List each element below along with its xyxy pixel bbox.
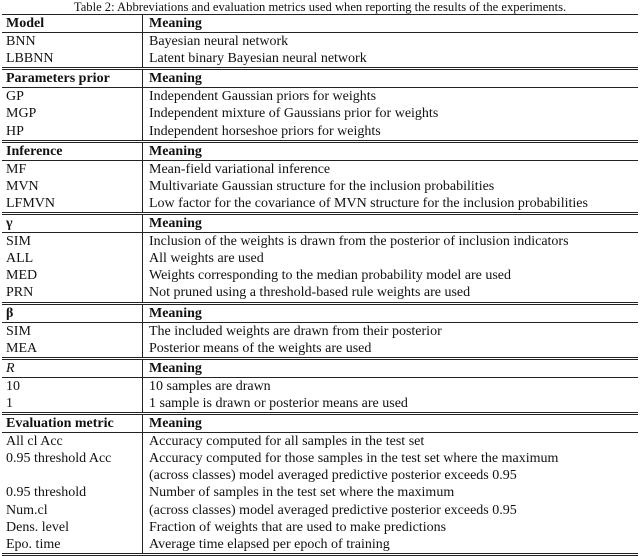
table-row	[2, 433, 638, 450]
meaning-header: Meaning	[149, 416, 202, 432]
abbreviations-table	[2, 14, 638, 556]
table-row	[2, 178, 638, 195]
meaning-cell: Weights corresponding to the median probability model are used	[149, 268, 512, 284]
table-row	[2, 340, 638, 357]
meaning-header: Meaning	[149, 360, 202, 376]
section-header: β	[2, 305, 143, 322]
table-row	[2, 161, 638, 178]
table-row	[2, 284, 638, 301]
table-row	[2, 502, 638, 519]
section-header: γ	[2, 215, 143, 232]
abbreviation-cell: Dens. level	[2, 519, 143, 536]
abbreviation-cell	[2, 467, 143, 484]
meaning-header: Meaning	[149, 305, 202, 321]
abbreviation-cell: GP	[2, 88, 143, 105]
abbreviation-cell: MGP	[2, 105, 143, 122]
abbreviation-cell: LBBNN	[2, 50, 143, 67]
abbreviation-cell: Epo. time	[2, 536, 143, 553]
abbreviation-cell: All cl Acc	[2, 433, 143, 450]
meaning-cell: Independent Gaussian priors for weights	[149, 89, 377, 105]
meaning-cell: Independent mixture of Gaussians prior for weights	[149, 106, 439, 122]
section-header: Model	[2, 15, 143, 32]
abbreviation-cell: PRN	[2, 284, 143, 301]
table-row	[2, 123, 638, 140]
table-row	[2, 33, 638, 50]
meaning-cell: Latent binary Bayesian neural network	[149, 51, 367, 67]
abbreviation-cell: 0.95 threshold	[2, 484, 143, 501]
table-row	[2, 233, 638, 250]
abbreviation-cell: Num.cl	[2, 502, 143, 519]
table-row	[2, 267, 638, 284]
meaning-cell: Posterior means of the weights are used	[149, 340, 372, 356]
meaning-cell: (across classes) model averaged predictive posterior exceeds 0.95	[149, 502, 517, 518]
meaning-cell: Mean-field variational inference	[149, 161, 331, 177]
abbreviation-cell: 1	[2, 395, 143, 412]
abbreviation-cell: SIM	[2, 233, 143, 250]
meaning-cell: Accuracy computed for those samples in the test set where the maximum	[149, 451, 559, 467]
table-row	[2, 378, 638, 395]
abbreviation-cell: MVN	[2, 178, 143, 195]
abbreviation-cell: MEA	[2, 340, 143, 357]
abbreviation-cell: MF	[2, 161, 143, 178]
meaning-cell: Average time elapsed per epoch of training	[149, 536, 390, 552]
table-row	[2, 323, 638, 340]
abbreviation-cell: 10	[2, 378, 143, 395]
section-header-row	[2, 140, 638, 161]
table-row	[2, 250, 638, 267]
abbreviation-cell: MED	[2, 267, 143, 284]
section-header-row	[2, 67, 638, 88]
meaning-header: Meaning	[149, 216, 202, 232]
meaning-cell: Independent horseshoe priors for weights	[149, 123, 381, 139]
meaning-cell: Accuracy computed for all samples in the test set	[149, 434, 425, 450]
section-header-row	[2, 302, 638, 323]
abbreviation-cell: LFMVN	[2, 195, 143, 212]
section-header-row	[2, 15, 638, 33]
meaning-cell: Multivariate Gaussian structure for the inclusion probabilities	[149, 178, 495, 194]
meaning-cell: 10 samples are drawn	[149, 378, 271, 394]
abbreviation-cell: BNN	[2, 33, 143, 50]
meaning-header: Meaning	[149, 143, 202, 159]
table-row	[2, 105, 638, 122]
meaning-cell: All weights are used	[149, 251, 264, 267]
section-header-row	[2, 412, 638, 433]
section-header-row	[2, 212, 638, 233]
meaning-cell: (across classes) model averaged predictive posterior exceeds 0.95	[149, 468, 517, 484]
section-header: R	[2, 360, 143, 377]
meaning-cell: Number of samples in the test set where the maximum	[149, 485, 455, 501]
meaning-cell: Not pruned using a threshold-based rule weights are used	[149, 285, 471, 301]
meaning-cell: The included weights are drawn from their posterior	[149, 323, 442, 339]
table-row	[2, 519, 638, 536]
meaning-cell: Bayesian neural network	[149, 34, 289, 50]
meaning-header: Meaning	[149, 71, 202, 87]
abbreviation-cell: ALL	[2, 250, 143, 267]
table-row	[2, 50, 638, 67]
table-row	[2, 395, 638, 412]
section-header: Evaluation metric	[2, 415, 143, 432]
table-row	[2, 195, 638, 212]
table-row	[2, 536, 638, 553]
meaning-cell: 1 sample is drawn or posterior means are used	[149, 395, 408, 411]
abbreviation-cell: 0.95 threshold Acc	[2, 450, 143, 467]
table-row	[2, 450, 638, 467]
abbreviation-cell: HP	[2, 123, 143, 140]
meaning-cell: Inclusion of the weights is drawn from the posterior of inclusion indicators	[149, 234, 569, 250]
meaning-cell: Fraction of weights that are used to make predictions	[149, 519, 447, 535]
table-caption: Table 2: Abbreviations and evaluation metrics used when reporting the results of the experiments.	[73, 0, 567, 14]
meaning-header: Meaning	[149, 16, 202, 31]
meaning-cell: Low factor for the covariance of MVN structure for the inclusion probabilities	[149, 195, 588, 211]
section-header: Inference	[2, 143, 143, 160]
table-row	[2, 484, 638, 501]
section-header-row	[2, 357, 638, 378]
table-row	[2, 467, 638, 484]
abbreviation-cell: SIM	[2, 323, 143, 340]
section-header: Parameters prior	[2, 70, 143, 87]
table-row	[2, 88, 638, 105]
